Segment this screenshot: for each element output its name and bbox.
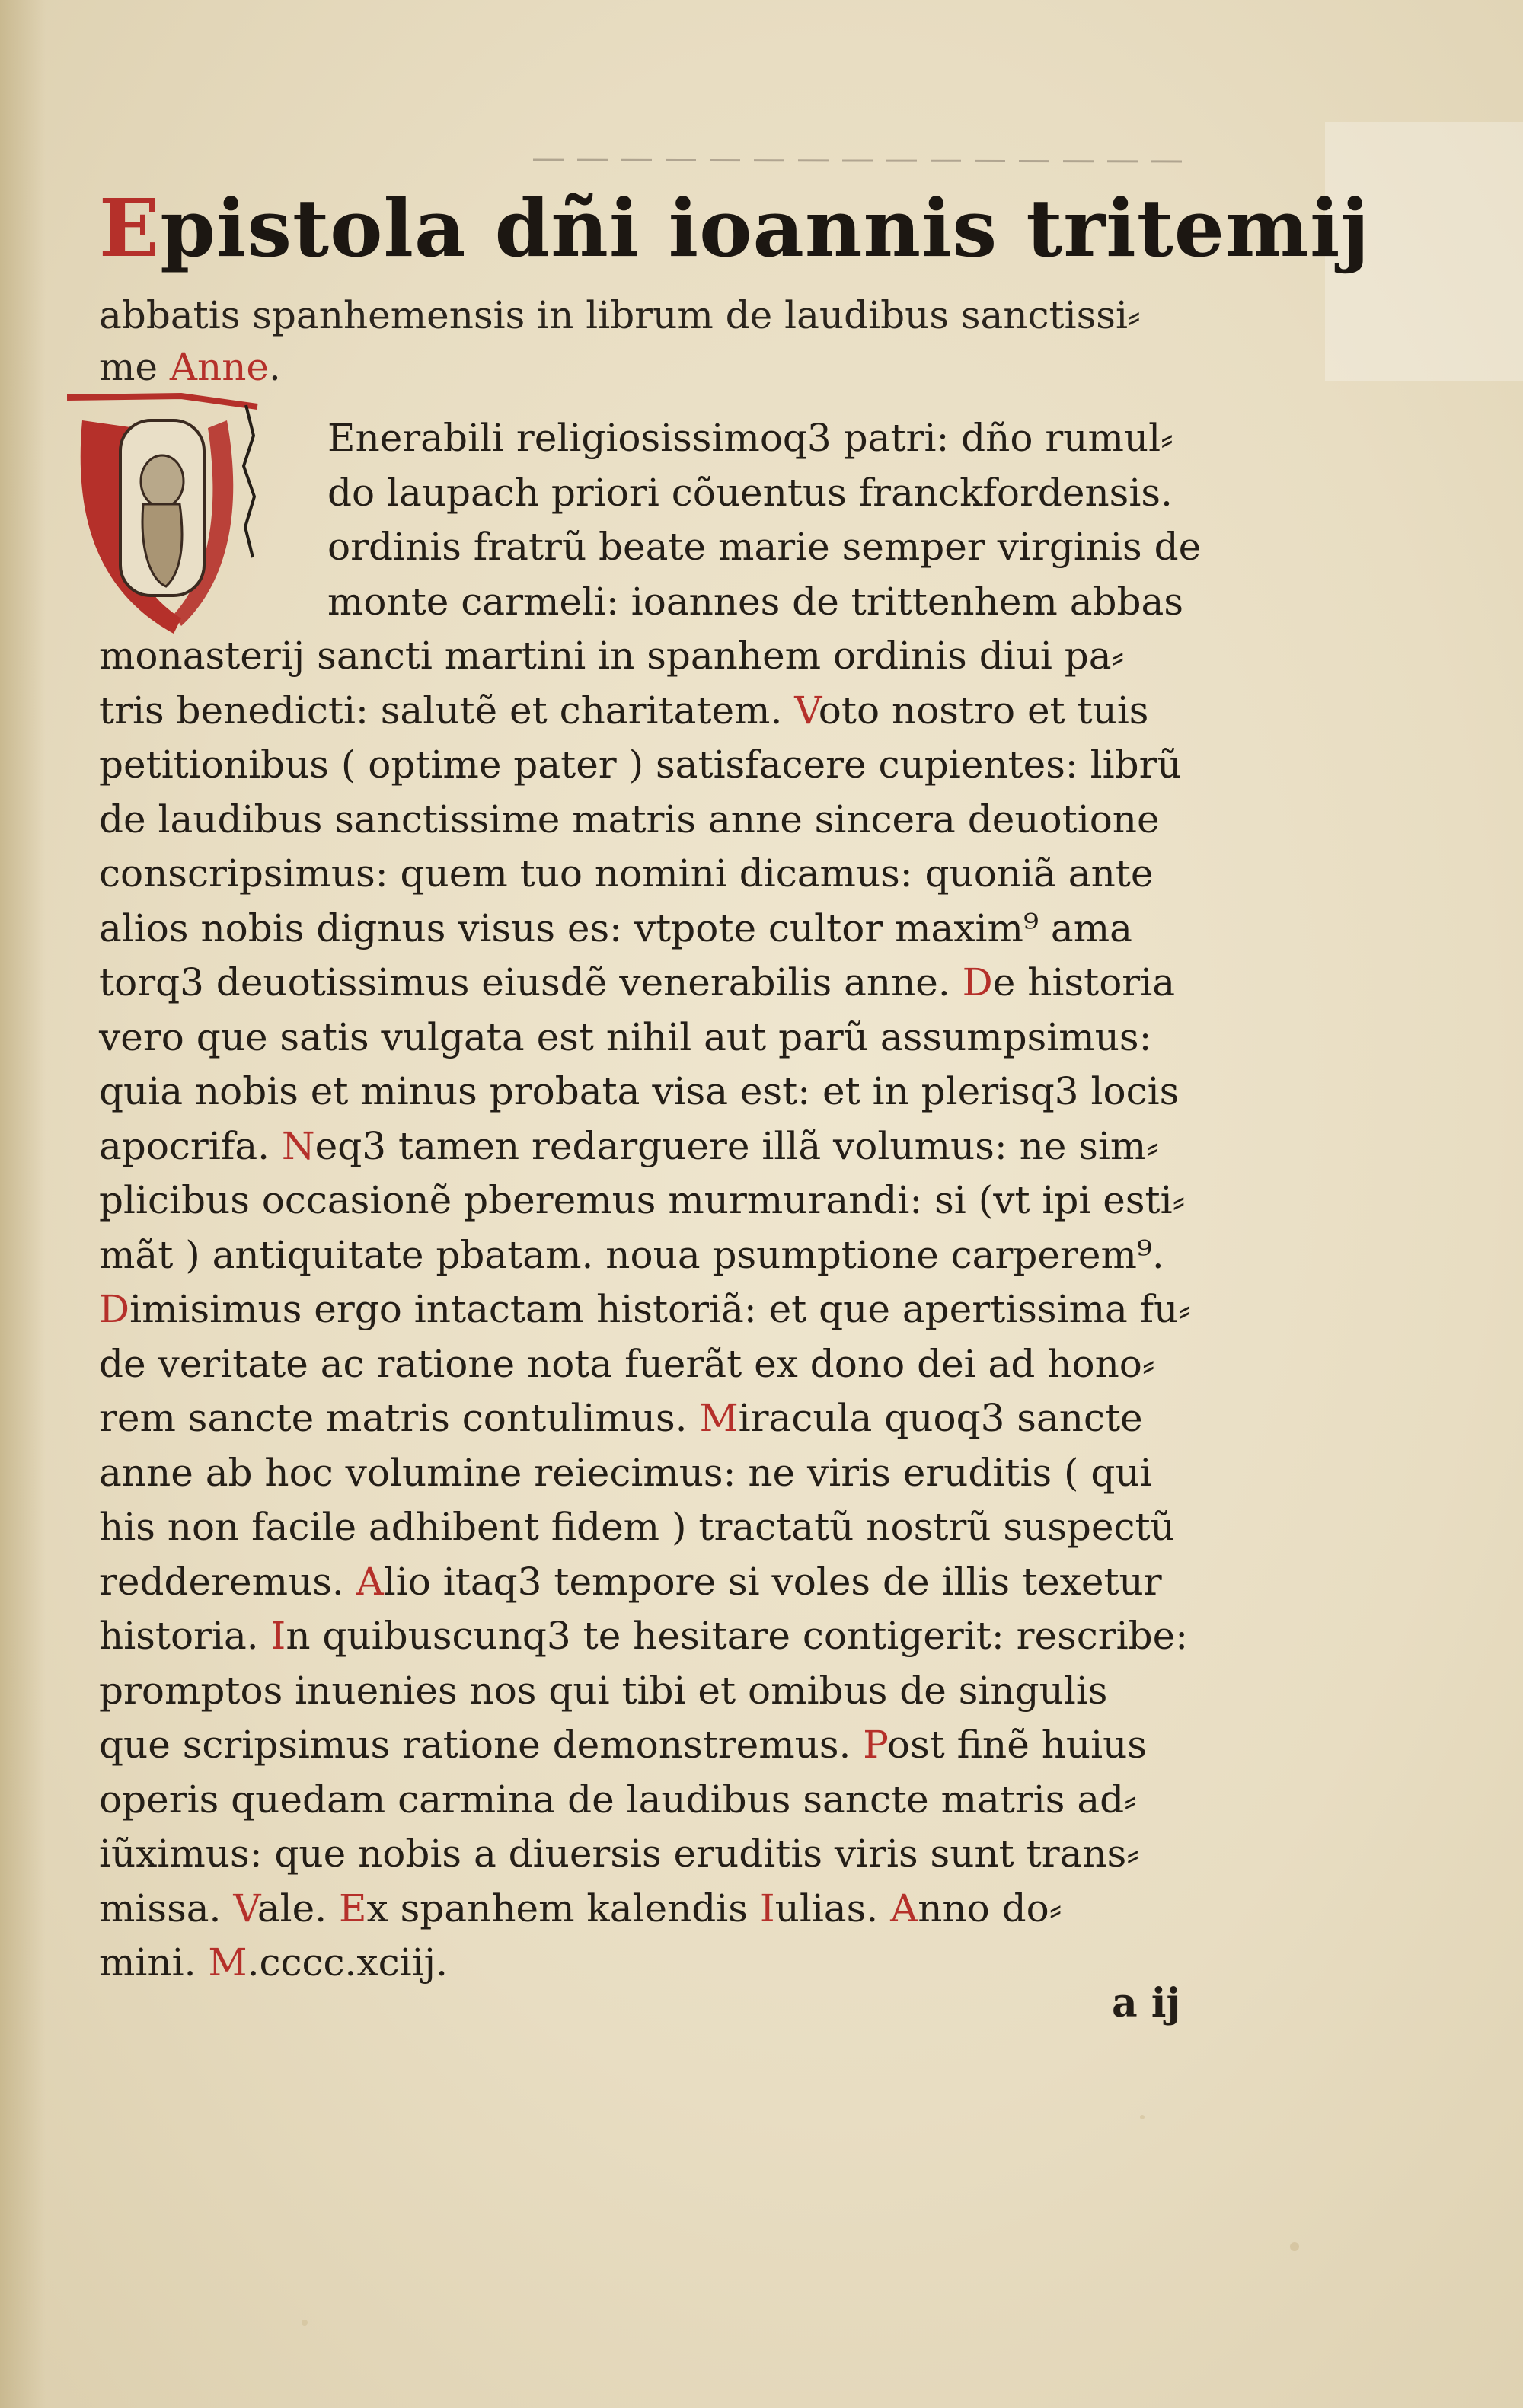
- body-text-run: iracula quoq3 sancte: [738, 1396, 1143, 1440]
- body-text-run: x spanhem kalendis: [366, 1886, 760, 1931]
- body-line: operis quedam carmina de laudibus sancte matris ad⸗: [99, 1777, 1137, 1822]
- title-line: [99, 175, 1371, 282]
- body-text-run: imisimus ergo intactam historiã: et que apertissima fu⸗: [129, 1287, 1192, 1331]
- body-text-run: oto nostro et tuis: [818, 688, 1149, 733]
- rubric-initial: V: [233, 1886, 257, 1931]
- rubric-initial: I: [759, 1886, 775, 1931]
- body-line: [99, 1936, 448, 1989]
- body-line: Enerabili religiosissimoq3 patri: dño rumul⸗: [327, 416, 1173, 460]
- body-text-run: missa.: [99, 1886, 234, 1931]
- body-text-run: eq3 tamen redarguere illã volumus: ne sim⸗: [314, 1123, 1159, 1168]
- rubric-initial: N: [281, 1123, 315, 1168]
- rubric-initial: M: [699, 1396, 739, 1440]
- body-line: [99, 1718, 1147, 1771]
- body-text-run: ulias.: [774, 1886, 891, 1931]
- rubric-initial: P: [863, 1723, 887, 1767]
- body-text-run: lio itaq3 tempore si voles de illis texetur: [383, 1559, 1162, 1604]
- body-text-run: mini.: [99, 1940, 209, 1985]
- subtitle-line-2: me Anne.: [99, 345, 281, 389]
- body-line: [99, 1391, 1143, 1445]
- body-text-run: rem sancte matris contulimus.: [99, 1396, 700, 1440]
- subtitle-line-1: abbatis spanhemensis in librum de laudibus sanctissi⸗: [99, 293, 1141, 337]
- body-text-run: que scripsimus ratione demonstremus.: [99, 1723, 864, 1767]
- body-line: quia nobis et minus probata visa est: et in plerisq3 locis: [99, 1069, 1180, 1113]
- subtitle: [99, 289, 1218, 393]
- body-text-run: nno do⸗: [918, 1886, 1062, 1931]
- body-text-run: ale.: [257, 1886, 340, 1931]
- rubric-initial: A: [890, 1886, 918, 1931]
- body-text-run: tris benedicti: salutẽ et charitatem.: [99, 688, 795, 733]
- body-line: promptos inuenies nos qui tibi et omibus de singulis: [99, 1668, 1108, 1713]
- body-line: anne ab hoc volumine reiecimus: ne viris eruditis ( qui: [99, 1450, 1152, 1495]
- body-text-run: e historia: [992, 960, 1175, 1004]
- body-line: [99, 1119, 1159, 1173]
- title-text: pistola dñi ioannis tritemij: [160, 181, 1371, 275]
- body-line: [99, 956, 1175, 1009]
- body-line: petitionibus ( optime pater ) satisfacere cupientes: librũ: [99, 743, 1182, 787]
- body-line: mãt ) antiquitate pbatam. noua psumptione carperem⁹.: [99, 1232, 1164, 1277]
- body-line: de laudibus sanctissime matris anne sincera deuotione: [99, 797, 1160, 842]
- body-line: monte carmeli: ioannes de trittenhem abbas: [327, 579, 1184, 624]
- body-line: alios nobis dignus visus es: vtpote cultor maxim⁹ ama: [99, 905, 1132, 950]
- body-line: do laupach priori cõuentus franckfordensis.: [327, 470, 1173, 515]
- body-line: ordinis fratrũ beate marie semper virginis de: [327, 525, 1202, 569]
- rubric-initial: V: [794, 688, 819, 733]
- body-text-run: torq3 deuotissimus eiusdẽ venerabilis anne.: [99, 960, 963, 1004]
- rubric-initial: A: [356, 1559, 384, 1604]
- body-line: [99, 1609, 1188, 1662]
- body-line: de veritate ac ratione nota fuerãt ex dono dei ad hono⸗: [99, 1341, 1155, 1386]
- rubric-initial: I: [270, 1614, 286, 1658]
- body-line: monasterij sancti martini in spanhem ordinis diui pa⸗: [99, 634, 1125, 678]
- body-text-run: apocrifa.: [99, 1123, 282, 1168]
- body-line: his non facile adhibent fidem ) tractatũ nostrũ suspectũ: [99, 1505, 1175, 1549]
- rubric-initial: D: [962, 960, 993, 1004]
- rubric-word: Anne: [169, 345, 270, 389]
- body-text-run: redderemus.: [99, 1559, 356, 1604]
- body-text-run: .cccc.xciij.: [247, 1940, 448, 1985]
- body-text-run: historia.: [99, 1614, 271, 1658]
- rubric-initial: E: [339, 1886, 367, 1931]
- illuminated-initial: [67, 390, 295, 641]
- body-line: [99, 1282, 1191, 1336]
- body-text-run: n quibuscunq3 te hesitare contigerit: rescribe:: [286, 1614, 1189, 1658]
- rubric-initial: D: [99, 1287, 130, 1331]
- signature-mark: a ij: [1112, 1980, 1181, 2026]
- body-line: [99, 1555, 1162, 1608]
- body-line: plicibus occasionẽ pberemus murmurandi: si (vt ipi esti⸗: [99, 1178, 1186, 1222]
- body-line: [99, 684, 1148, 737]
- body-line: [99, 1882, 1062, 1935]
- body-line: iũximus: que nobis a diuersis eruditis viris sunt trans⸗: [99, 1832, 1139, 1876]
- rubric-initial: M: [208, 1940, 247, 1985]
- body-line: conscripsimus: quem tuo nomini dicamus: quoniã ante: [99, 851, 1154, 896]
- title-initial: E: [99, 181, 161, 275]
- body-text-run: ost finẽ huius: [886, 1723, 1147, 1767]
- body-line: vero que satis vulgata est nihil aut parũ assumpsimus:: [99, 1014, 1152, 1059]
